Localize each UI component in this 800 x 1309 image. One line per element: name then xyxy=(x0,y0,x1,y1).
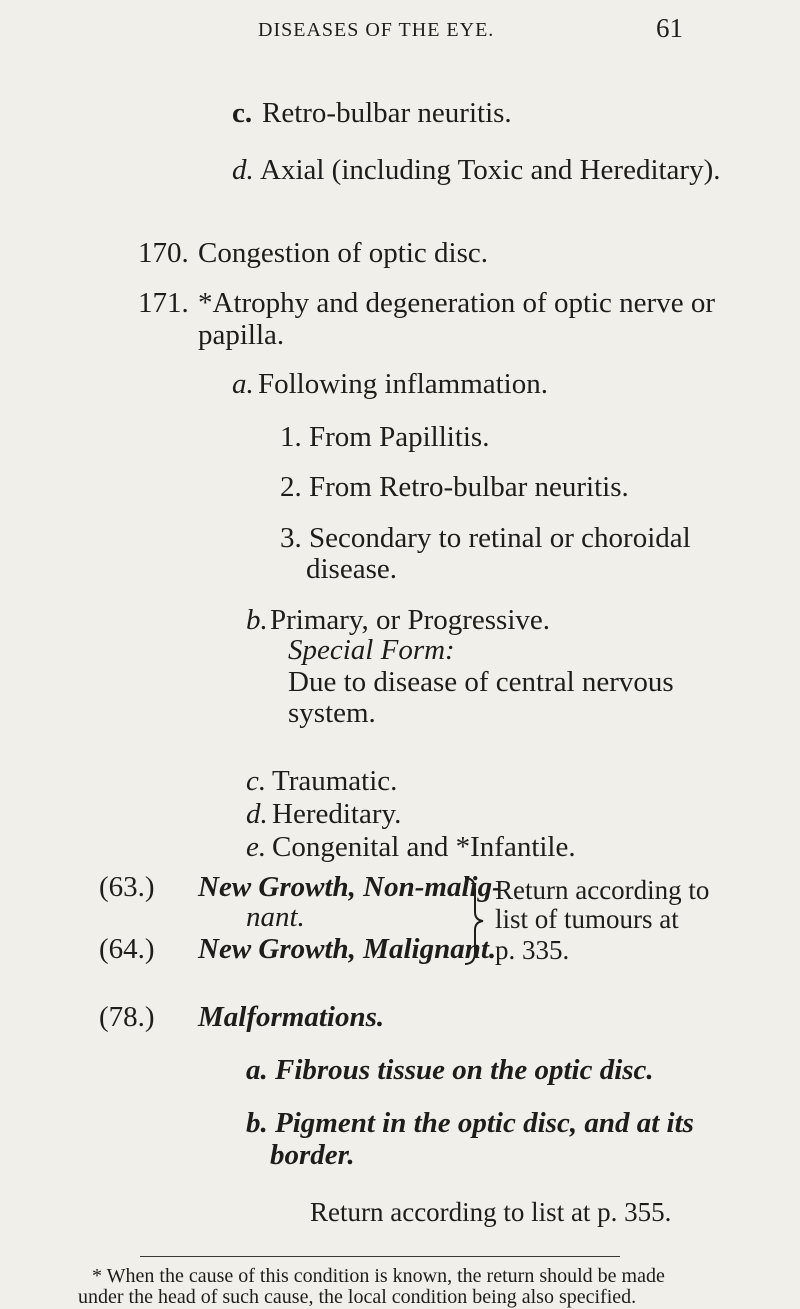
item-number-78: (78.) xyxy=(99,1001,155,1033)
footnote-line1: * When the cause of this condition is known, the return should be made xyxy=(92,1265,665,1287)
item-63-text-line2: nant. xyxy=(246,901,305,933)
special-form-heading: Special Form: xyxy=(288,634,455,666)
item-170-text: Congestion of optic disc. xyxy=(198,237,488,269)
subitem-label-b: b. xyxy=(246,604,268,636)
item-171-text-line1: *Atrophy and degeneration of optic nerve or xyxy=(198,287,715,319)
item-63-text-line1: New Growth, Non-malig- xyxy=(198,871,502,903)
subitem-label-d2: d. xyxy=(246,798,268,830)
malformation-b-line2: border. xyxy=(270,1139,355,1171)
page-number: 61 xyxy=(656,13,683,43)
subitem-label-a: a. xyxy=(232,368,254,400)
subitem-c2-text: Traumatic. xyxy=(272,765,398,797)
item-number-170: 170. xyxy=(138,237,189,269)
malformation-a: a. Fibrous tissue on the optic disc. xyxy=(246,1054,654,1086)
subitem-b-text: Primary, or Progressive. xyxy=(270,604,551,636)
special-form-line2: system. xyxy=(288,697,376,729)
running-header-title: DISEASES OF THE EYE. xyxy=(258,19,495,41)
subitem-a-text: Following inflammation. xyxy=(258,368,548,400)
malformation-b-line1: b. Pigment in the optic disc, and at its xyxy=(246,1107,694,1139)
item-171-text-line2: papilla. xyxy=(198,319,285,351)
subitem-d2-text: Hereditary. xyxy=(272,798,402,830)
subitem-a2: 2. From Retro-bulbar neuritis. xyxy=(280,471,629,503)
right-brace-icon xyxy=(463,876,485,966)
subitem-e-text: Congenital and *Infantile. xyxy=(272,831,576,863)
return-note-line2: list of tumours at xyxy=(495,904,679,934)
item-d-text: Axial (including Toxic and Hereditary). xyxy=(260,154,721,186)
return-note-line3: p. 335. xyxy=(495,935,570,965)
subitem-label-c2: c. xyxy=(246,765,267,797)
return-note-355: Return according to list at p. 355. xyxy=(310,1197,672,1227)
subitem-a3-line1: 3. Secondary to retinal or choroidal xyxy=(280,522,691,554)
subitem-label-e: e. xyxy=(246,831,267,863)
item-64-text: New Growth, Malignant. xyxy=(198,933,497,965)
subitem-a3-line2: disease. xyxy=(306,553,397,585)
return-note-line1: Return according to xyxy=(495,875,710,905)
item-number-171: 171. xyxy=(138,287,189,319)
item-c-text: Retro-bulbar neuritis. xyxy=(262,97,512,129)
footnote-divider xyxy=(140,1256,620,1257)
item-number-63: (63.) xyxy=(99,871,155,903)
subitem-a1: 1. From Papillitis. xyxy=(280,421,490,453)
special-form-line1: Due to disease of central nervous xyxy=(288,666,674,698)
item-label-d: d. xyxy=(232,154,254,186)
item-78-text: Malformations. xyxy=(198,1001,385,1033)
item-label-c: c. xyxy=(232,97,253,129)
item-number-64: (64.) xyxy=(99,933,155,965)
footnote-line2: under the head of such cause, the local condition being also specified. xyxy=(78,1286,637,1308)
